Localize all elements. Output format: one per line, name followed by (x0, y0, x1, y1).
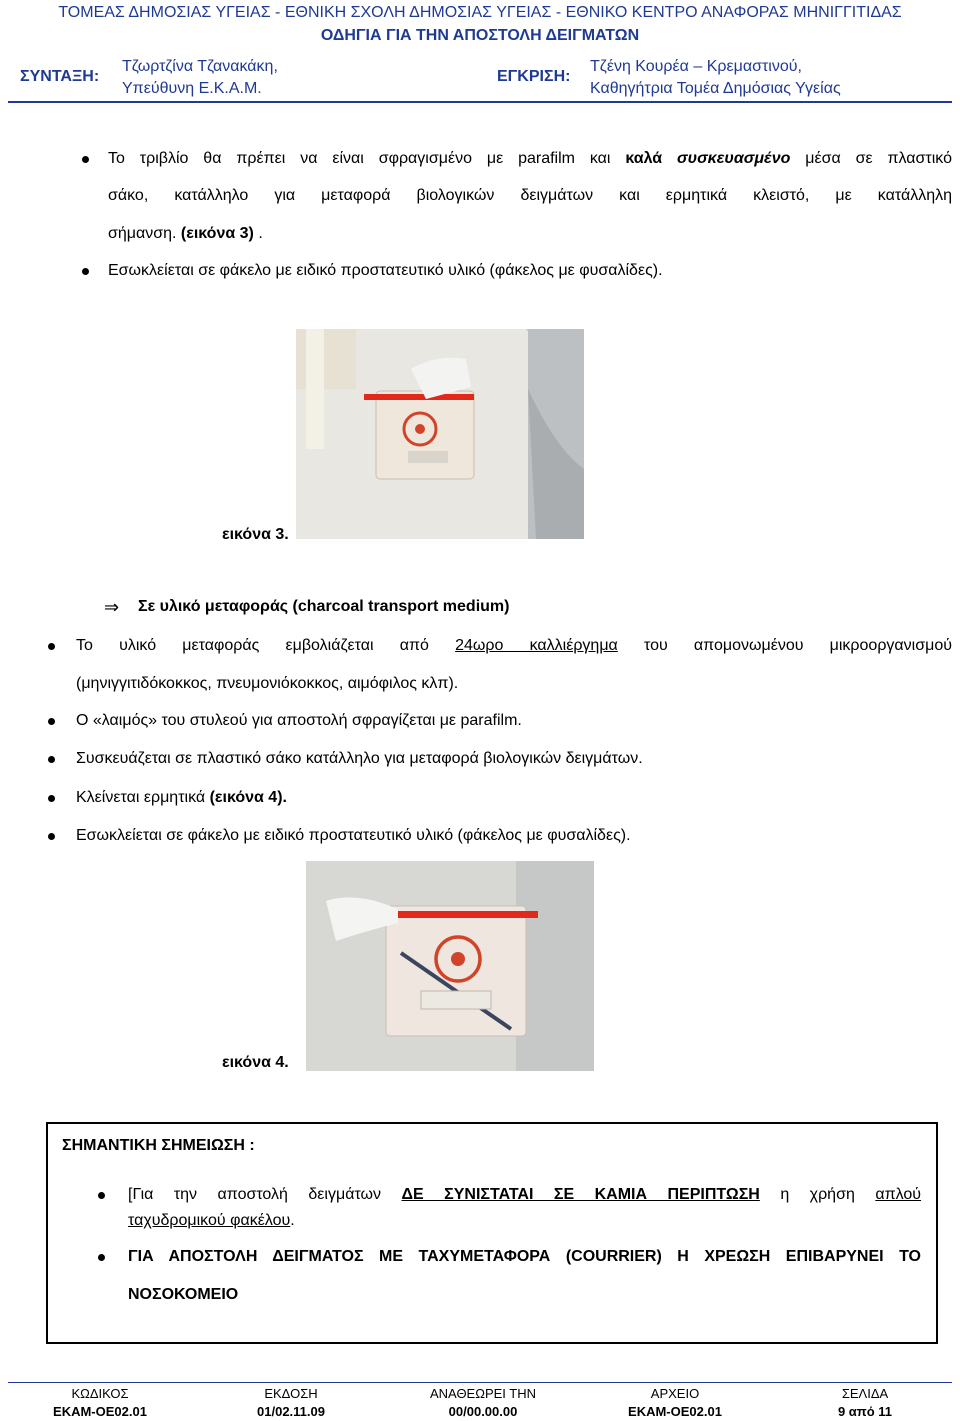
header-institution-title: ΤΟΜΕΑΣ ΔΗΜΟΣΙΑΣ ΥΓΕΙΑΣ - ΕΘΝΙΚΗ ΣΧΟΛΗ ΔΗΜΟΣΙΑΣ ΥΓΕΙΑΣ - ΕΘΝΙΚΟ ΚΕΝΤΡΟ ΑΝΑΦΟΡΑΣ ΜΗΝΙΓΓΙΤΙΔΑΣ (58, 4, 902, 21)
photo-illustration-3 (296, 329, 584, 539)
section1-bullet1-line3: σήμανση. (εικόνα 3) . (108, 225, 263, 242)
note-bullet2-line1: ΓΙΑ ΑΠΟΣΤΟΛΗ ΔΕΙΓΜΑΤΟΣ ΜΕ ΤΑΧΥΜΕΤΑΦΟΡΑ (COURRIER) Η ΧΡΕΩΣΗ ΕΠΙΒΑΡΥΝΕΙ ΤΟ (128, 1248, 921, 1265)
author-role: Υπεύθυνη Ε.Κ.Α.Μ. (122, 80, 262, 97)
section2-bullet2: Ο «λαιμός» του στυλεού για αποστολή σφραγίζεται με parafilm. (76, 712, 522, 729)
figure3-caption: εικόνα 3. (222, 526, 289, 543)
section2-bullet1-line1: Το υλικό μεταφοράς εμβολιάζεται από 24ωρο καλλιέργημα του απομονωμένου μικροοργανισμού (76, 637, 952, 654)
footer-edition (221, 1386, 361, 1419)
section2-bullet4: Κλείνεται ερμητικά (εικόνα 4). (76, 789, 287, 806)
footer-code-value: ΕΚΑΜ-ΟΕ02.01 (53, 1404, 147, 1419)
approval-label: ΕΓΚΡΙΣΗ: (497, 68, 571, 85)
section2-heading: Σε υλικό μεταφοράς (charcoal transport medium) (138, 598, 510, 615)
footer-file-label: ΑΡΧΕΙΟ (650, 1386, 700, 1401)
bullet-icon (82, 156, 89, 163)
footer-review (413, 1386, 553, 1419)
footer-edition-value: 01/02.11.09 (257, 1404, 325, 1419)
footer-page (795, 1386, 935, 1419)
bullet-icon (48, 833, 55, 840)
section2-bullet5: Εσωκλείεται σε φάκελο με ειδικό προστατευτικό υλικό (φάκελος με φυσαλίδες). (76, 827, 631, 844)
section1-bullet1-line2: σάκο, κατάλληλο για μεταφορά βιολογικών δειγμάτων και ερμητικά κλειστό, με κατάλληλη (108, 187, 952, 204)
note-bullet1-line1: [Για την αποστολή δειγμάτων ΔΕ ΣΥΝΙΣΤΑΤΑΙ ΣΕ ΚΑΜΙΑ ΠΕΡΙΠΤΩΣΗ η χρήση απλού (128, 1186, 922, 1203)
bullet-icon (82, 268, 89, 275)
note-bullet1-line2: ταχυδρομικού φακέλου. (128, 1212, 295, 1229)
footer-file (605, 1386, 745, 1419)
footer-review-label: ΑΝΑΘΕΩΡΕΙ ΤΗΝ (429, 1386, 536, 1401)
footer-page-label: ΣΕΛΙΔΑ (841, 1386, 889, 1401)
footer-edition-label: ΕΚΔΟΣΗ (264, 1386, 318, 1401)
footer-code (30, 1386, 170, 1419)
footer-code-label: ΚΩΔΙΚΟΣ (71, 1386, 129, 1401)
section2-bullet1-line2: (μηνιγγιτιδόκοκκος, πνευμονιόκοκκος, αιμόφιλος κλπ). (76, 675, 459, 692)
author-name: Τζωρτζίνα Τζανακάκη, (122, 58, 278, 75)
bullet-icon (48, 643, 55, 650)
bullet-icon (98, 1254, 105, 1261)
footer-rule (8, 1382, 952, 1383)
photo-illustration-4 (306, 861, 594, 1071)
bullet-icon (48, 718, 55, 725)
section1-bullet1-line1: Το τριβλίο θα πρέπει να είναι σφραγισμένο με parafilm και καλά συσκευασμένο μέσα σε πλαστικό (108, 150, 952, 167)
bullet-icon (48, 795, 55, 802)
footer-page-value: 9 από 11 (837, 1404, 893, 1419)
arrow-icon: ⇒ (104, 597, 120, 617)
footer-file-value: ΕΚΑΜ-ΟΕ02.01 (628, 1404, 722, 1419)
approval-name: Τζένη Κουρέα – Κρεμαστινού, (590, 58, 802, 75)
author-label: ΣΥΝΤΑΞΗ: (20, 68, 100, 85)
section1-bullet2: Εσωκλείεται σε φάκελο με ειδικό προστατευτικό υλικό (φάκελος με φυσαλίδες). (108, 262, 663, 279)
approval-role: Καθηγήτρια Τομέα Δημόσιας Υγείας (590, 80, 841, 97)
note-bullet2-line2: ΝΟΣΟΚΟΜΕΙΟ (128, 1286, 239, 1303)
header-rule (8, 101, 952, 103)
footer-review-value: 00/00.00.00 (448, 1404, 518, 1419)
figure4-caption: εικόνα 4. (222, 1054, 289, 1071)
section2-bullet3: Συσκευάζεται σε πλαστικό σάκο κατάλληλο για μεταφορά βιολογικών δειγμάτων. (76, 750, 643, 767)
header-document-title: ΟΔΗΓΙΑ ΓΙΑ ΤΗΝ ΑΠΟΣΤΟΛΗ ΔΕΙΓΜΑΤΩΝ (320, 27, 640, 44)
bullet-icon (48, 756, 55, 763)
photo-sealed-transport-swab-bag (306, 861, 594, 1071)
photo-sealed-petri-dish-bag (296, 329, 584, 539)
note-title: ΣΗΜΑΝΤΙΚΗ ΣΗΜΕΙΩΣΗ : (62, 1137, 255, 1154)
bullet-icon (98, 1192, 105, 1199)
